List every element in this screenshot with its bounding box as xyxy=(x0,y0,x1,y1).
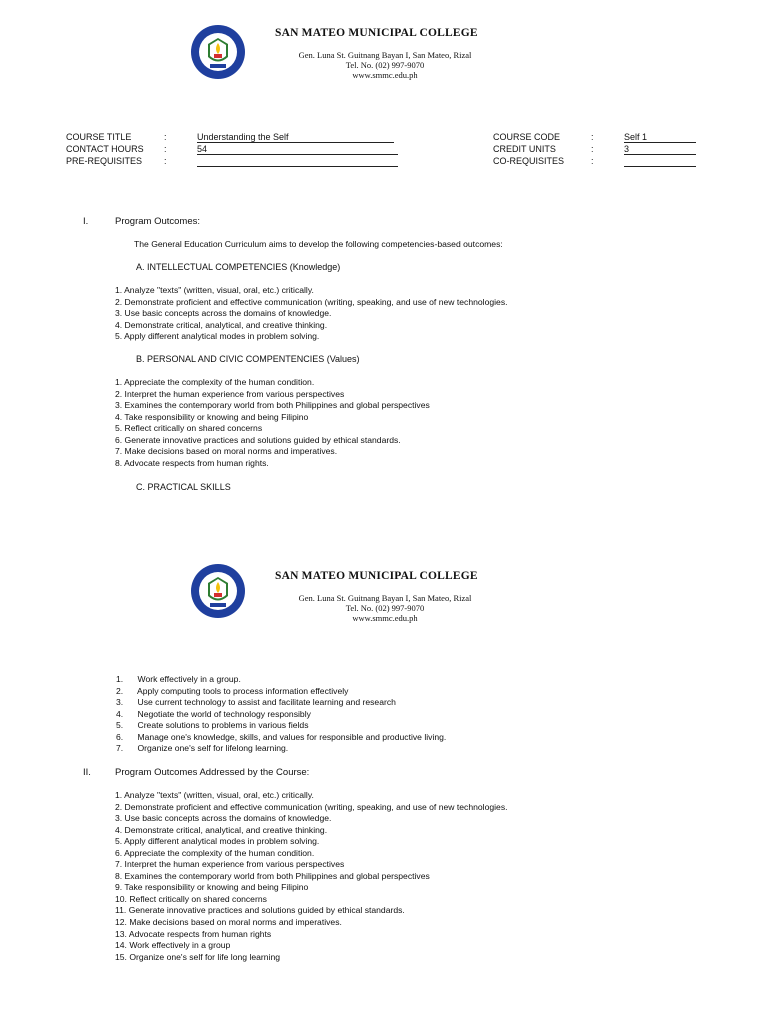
credit-units-label: CREDIT UNITS xyxy=(493,144,556,154)
course-code-value: Self 1 xyxy=(624,132,648,142)
list-item: 3. Examines the contemporary world from both Philippines and global perspectives xyxy=(115,400,430,411)
list-item: 3. Use basic concepts across the domains of knowledge. xyxy=(115,813,332,824)
list-item: 12. Make decisions based on moral norms and imperatives. xyxy=(115,917,342,928)
list-item: 2. Interpret the human experience from various perspectives xyxy=(115,388,345,399)
outcomes-addressed-list xyxy=(115,790,508,963)
section-numeral: II. xyxy=(83,767,91,778)
list-item: 8. Advocate respects from human rights. xyxy=(115,457,269,468)
list-item: 5. Reflect critically on shared concerns xyxy=(115,423,263,434)
college-name: SAN MATEO MUNICIPAL COLLEGE xyxy=(275,570,478,582)
field-underline xyxy=(197,154,398,155)
list-item: 2. Demonstrate proficient and effective communication (writing, speaking, and use of new technologies. xyxy=(115,801,508,812)
college-seal-logo xyxy=(190,24,246,80)
field-underline xyxy=(197,166,398,167)
list-item: 15. Organize one's self for life long learning xyxy=(115,951,281,962)
colon: : xyxy=(591,156,594,166)
college-address: Gen. Luna St. Guitnang Bayan I, San Mateo, Rizal xyxy=(298,593,472,603)
list-item: 9. Take responsibility or knowing and being Filipino xyxy=(115,882,309,893)
course-code-label: COURSE CODE xyxy=(493,132,561,142)
college-telephone: Tel. No. (02) 997-9070 xyxy=(345,60,425,70)
list-item: 11. Generate innovative practices and solutions guided by ethical standards. xyxy=(115,905,405,916)
practical-skills-heading: C. PRACTICAL SKILLS xyxy=(136,482,231,492)
list-item: 10. Reflect critically on shared concerns xyxy=(115,893,267,904)
intellectual-competencies-list xyxy=(115,285,508,343)
list-item: 2. Apply computing tools to process information effectively xyxy=(116,685,349,696)
college-telephone: Tel. No. (02) 997-9070 xyxy=(345,603,425,613)
list-item: 3. Use current technology to assist and facilitate learning and research xyxy=(116,697,396,708)
section-title: Program Outcomes Addressed by the Course: xyxy=(115,767,310,778)
college-address: Gen. Luna St. Guitnang Bayan I, San Mateo, Rizal xyxy=(298,50,472,60)
college-name: SAN MATEO MUNICIPAL COLLEGE xyxy=(275,27,478,39)
contact-hours-label: CONTACT HOURS xyxy=(66,144,144,154)
list-item: 1. Work effectively in a group. xyxy=(116,674,241,684)
list-item: 7. Interpret the human experience from various perspectives xyxy=(115,859,345,870)
colon: : xyxy=(164,156,167,166)
personal-civic-competencies-heading: B. PERSONAL AND CIVIC COMPENTENCIES (Values) xyxy=(136,354,360,364)
course-title-value: Understanding the Self xyxy=(197,132,289,142)
list-item: 6. Appreciate the complexity of the human condition. xyxy=(115,847,315,858)
corequisites-label: CO-REQUISITES xyxy=(493,156,565,166)
list-item: 5. Apply different analytical modes in problem solving. xyxy=(115,331,320,342)
colon: : xyxy=(591,144,594,154)
list-item: 5. Create solutions to problems in various fields xyxy=(116,720,309,731)
list-item: 3. Use basic concepts across the domains of knowledge. xyxy=(115,308,332,319)
intellectual-competencies-heading: A. INTELLECTUAL COMPETENCIES (Knowledge) xyxy=(136,262,341,272)
section-intro: The General Education Curriculum aims to develop the following competencies-based outcomes: xyxy=(134,239,503,249)
list-item: 4. Negotiate the world of technology responsibly xyxy=(116,708,311,719)
colon: : xyxy=(591,132,594,142)
list-item: 5. Apply different analytical modes in problem solving. xyxy=(115,836,320,847)
list-item: 1. Analyze "texts" (written, visual, oral, etc.) critically. xyxy=(115,790,314,800)
field-underline xyxy=(624,154,696,155)
list-item: 6. Generate innovative practices and solutions guided by ethical standards. xyxy=(115,434,401,445)
field-underline xyxy=(197,142,394,143)
colon: : xyxy=(164,132,167,142)
credit-units-value: 3 xyxy=(624,144,630,154)
course-title-label: COURSE TITLE xyxy=(66,132,132,142)
college-website: www.smmc.edu.ph xyxy=(352,70,418,80)
personal-civic-competencies-list xyxy=(115,377,430,469)
practical-skills-list xyxy=(116,674,446,755)
college-seal-logo xyxy=(190,563,246,619)
list-item: 1. Analyze "texts" (written, visual, oral, etc.) critically. xyxy=(115,285,314,295)
list-item: 4. Demonstrate critical, analytical, and creative thinking. xyxy=(115,319,328,330)
section-numeral: I. xyxy=(83,216,89,227)
contact-hours-value: 54 xyxy=(197,144,208,154)
field-underline xyxy=(624,166,696,167)
colon: : xyxy=(164,144,167,154)
college-website: www.smmc.edu.ph xyxy=(352,613,418,623)
list-item: 2. Demonstrate proficient and effective communication (writing, speaking, and use of new technologies. xyxy=(115,296,508,307)
list-item: 8. Examines the contemporary world from both Philippines and global perspectives xyxy=(115,870,430,881)
field-underline xyxy=(624,142,696,143)
list-item: 6. Manage one's knowledge, skills, and values for responsible and productive living. xyxy=(116,731,447,742)
section-title: Program Outcomes: xyxy=(115,216,200,227)
list-item: 14. Work effectively in a group xyxy=(115,940,231,951)
list-item: 1. Appreciate the complexity of the human condition. xyxy=(115,377,315,387)
list-item: 4. Demonstrate critical, analytical, and creative thinking. xyxy=(115,824,328,835)
list-item: 7. Organize one's self for lifelong learning. xyxy=(116,743,289,754)
list-item: 7. Make decisions based on moral norms and imperatives. xyxy=(115,446,338,457)
list-item: 13. Advocate respects from human rights xyxy=(115,928,272,939)
prerequisites-label: PRE-REQUISITES xyxy=(66,156,143,166)
list-item: 4. Take responsibility or knowing and being Filipino xyxy=(115,411,309,422)
